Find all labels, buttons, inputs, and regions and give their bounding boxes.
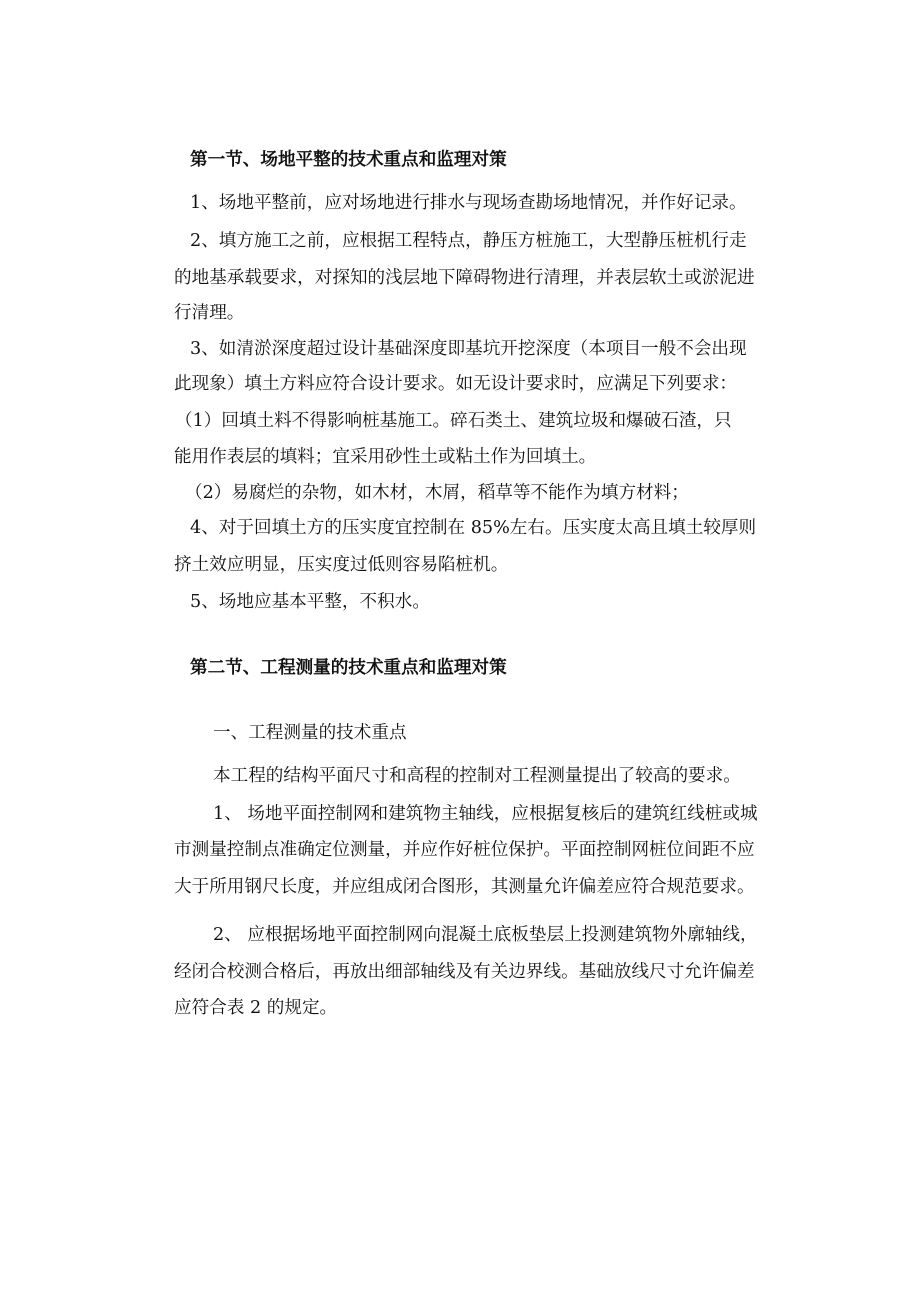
section1-line-1: 1、场地平整前，应对场地进行排水与现场查勘场地情况，并作好记录。	[190, 193, 747, 213]
section1-line-4: 行清理。	[174, 303, 245, 323]
section1-line-6: 此现象）填土方料应符合设计要求。如无设计要求时，应满足下列要求：	[174, 374, 738, 394]
section1-line-2: 2、填方施工之前，应根据工程特点，静压方桩施工，大型静压桩机行走	[190, 231, 747, 251]
section1-line-7: （1）回填土料不得影响桩基施工。碎石类土、建筑垃圾和爆破石渣，只	[175, 411, 732, 431]
section1-line-5: 3、如清淤深度超过设计基础深度即基坑开挖深度（本项目一般不会出现	[190, 339, 747, 359]
section1-line-11: 挤土效应明显，压实度过低则容易陷桩机。	[174, 555, 509, 575]
section2-line-1: 本工程的结构平面尺寸和高程的控制对工程测量提出了较高的要求。	[213, 766, 741, 786]
section2-line-4: 大于所用钢尺长度，并应组成闭合图形，其测量允许偏差应符合规范要求。	[174, 877, 755, 897]
section1-line-9: （2）易腐烂的杂物，如木材，木屑，稻草等不能作为填方材料；	[185, 483, 689, 503]
section1-line-3: 的地基承载要求，对探知的浅层地下障碍物进行清理，并表层软土或淤泥进	[174, 268, 755, 288]
section2-line-7: 应符合表 2 的规定。	[174, 998, 338, 1018]
section2-line-5: 2、 应根据场地平面控制网向混凝土底板垫层上投测建筑物外廓轴线，	[213, 925, 758, 945]
section1-heading: 第一节、场地平整的技术重点和监理对策	[190, 150, 507, 170]
section2-line-3: 市测量控制点准确定位测量，并应作好桩位保护。平面控制网桩位间距不应	[174, 840, 755, 860]
section1-line-8: 能用作表层的填料；宜采用砂性土或粘土作为回填土。	[174, 447, 597, 467]
section2-subheading: 一、工程测量的技术重点	[213, 723, 407, 743]
section2-heading: 第二节、工程测量的技术重点和监理对策	[190, 658, 507, 678]
section1-line-12: 5、场地应基本平整，不积水。	[190, 592, 430, 612]
section2-line-2: 1、 场地平面控制网和建筑物主轴线，应根据复核后的建筑红线桩或城	[213, 804, 758, 824]
section2-line-6: 经闭合校测合格后，再放出细部轴线及有关边界线。基础放线尺寸允许偏差	[174, 962, 755, 982]
section1-line-10: 4、对于回填土方的压实度宜控制在 85%左右。压实度太高且填土较厚则	[190, 518, 757, 538]
